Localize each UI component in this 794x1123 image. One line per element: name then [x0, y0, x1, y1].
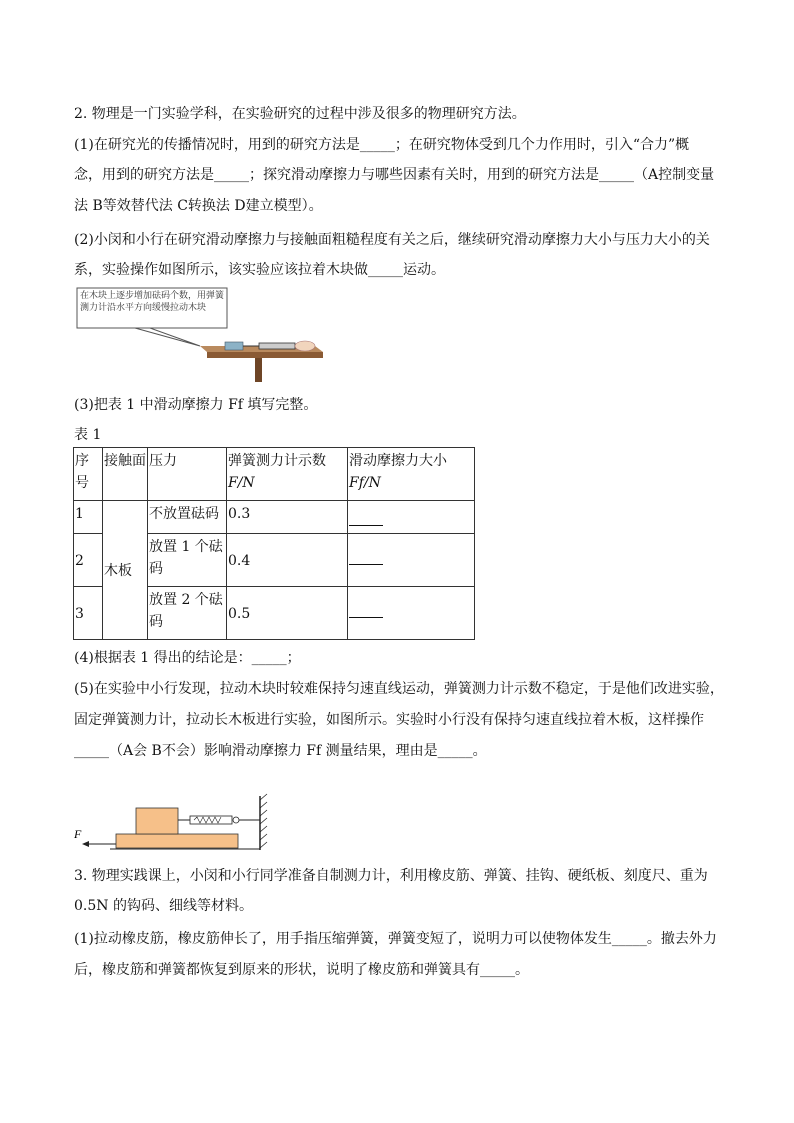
cell-no: 3 [74, 587, 103, 640]
q2-part2-line2: 系，实验操作如图所示，该实验应该拉着木块做_____运动。 [74, 262, 445, 278]
q3-title-line1: 3. 物理实践课上，小闵和小行同学准备自制测力计，利用橡皮筋、弹簧、挂钩、硬纸板、刻度尺、重为 [74, 868, 708, 884]
answer-blank [349, 511, 383, 526]
cell-reading: 0.5 [227, 587, 348, 640]
header-scale-label: 弹簧测力计示数 [228, 453, 326, 469]
experiment-figure-2 [70, 792, 275, 854]
force-label: F [74, 827, 82, 841]
cell-friction-blank [348, 534, 475, 587]
cell-surface: 木板 [103, 501, 148, 640]
table-header-row [74, 448, 475, 501]
figure1-callout: 在木块上逐步增加砝码个数，用弹簧测力计沿水平方向缓慢拉动木块 [80, 291, 225, 313]
q3-part1-line2: 后，橡皮筋和弹簧都恢复到原来的形状，说明了橡皮筋和弹簧具有_____。 [74, 962, 529, 978]
answer-blank [349, 603, 383, 618]
q2-part3: (3)把表 1 中滑动摩擦力 Ff 填写完整。 [74, 397, 318, 413]
q2-part5-line3: _____（A会 B不会）影响滑动摩擦力 Ff 测量结果，理由是_____。 [74, 743, 487, 759]
header-friction-label: 滑动摩擦力大小 [349, 453, 447, 469]
q2-part5-line1: (5)在实验中小行发现，拉动木块时较难保持匀速直线运动，弹簧测力计示数不稳定，于是他们改进实验， [74, 681, 724, 697]
cell-pressure: 放置 1 个砝码 [148, 534, 227, 587]
q3-part1-line1: (1)拉动橡皮筋，橡皮筋伸长了，用手指压缩弹簧，弹簧变短了，说明力可以使物体发生_____。撤去外力 [74, 931, 717, 947]
answer-blank [349, 550, 383, 565]
q2-part5-line2: 固定弹簧测力计，拉动长木板进行实验，如图所示。实验时小行没有保持匀速直线拉着木板，这样操作 [74, 712, 704, 728]
q2-part1-line2: 念，用到的研究方法是_____；探究滑动摩擦力与哪些因素有关时，用到的研究方法是_____（A控制变量 [74, 167, 715, 183]
cell-friction-blank [348, 587, 475, 640]
header-friction-unit: Ff/N [349, 475, 381, 491]
q2-part1-line3: 法 B等效替代法 C转换法 D建立模型）。 [74, 198, 323, 214]
cell-pressure: 放置 2 个砝码 [148, 587, 227, 640]
q2-part4: (4)根据表 1 得出的结论是：_____； [74, 650, 301, 666]
cell-no: 1 [74, 501, 103, 534]
table-caption: 表 1 [74, 427, 102, 443]
cell-no: 2 [74, 534, 103, 587]
header-friction [348, 448, 475, 501]
friction-table [73, 447, 475, 640]
header-scale-unit: F/N [228, 475, 255, 491]
cell-reading: 0.3 [227, 501, 348, 534]
header-surface: 接触面 [103, 448, 148, 501]
q2-part1-line1: (1)在研究光的传播情况时，用到的研究方法是_____；在研究物体受到几个力作用时，引入“合力”概 [74, 137, 690, 153]
cell-reading: 0.4 [227, 534, 348, 587]
cell-friction-blank [348, 501, 475, 534]
q3-title-line2: 0.5N 的钩码、细线等材料。 [74, 898, 253, 914]
header-scale-reading [227, 448, 348, 501]
q2-part2-line1: (2)小闵和小行在研究滑动摩擦力与接触面粗糙程度有关之后，继续研究滑动摩擦力大小与压力大小的关 [74, 232, 710, 248]
table-row [74, 501, 475, 534]
header-no: 序号 [74, 448, 103, 501]
q2-title: 2. 物理是一门实验学科，在实验研究的过程中涉及很多的物理研究方法。 [74, 106, 526, 122]
cell-pressure: 不放置砝码 [148, 501, 227, 534]
header-pressure: 压力 [148, 448, 227, 501]
